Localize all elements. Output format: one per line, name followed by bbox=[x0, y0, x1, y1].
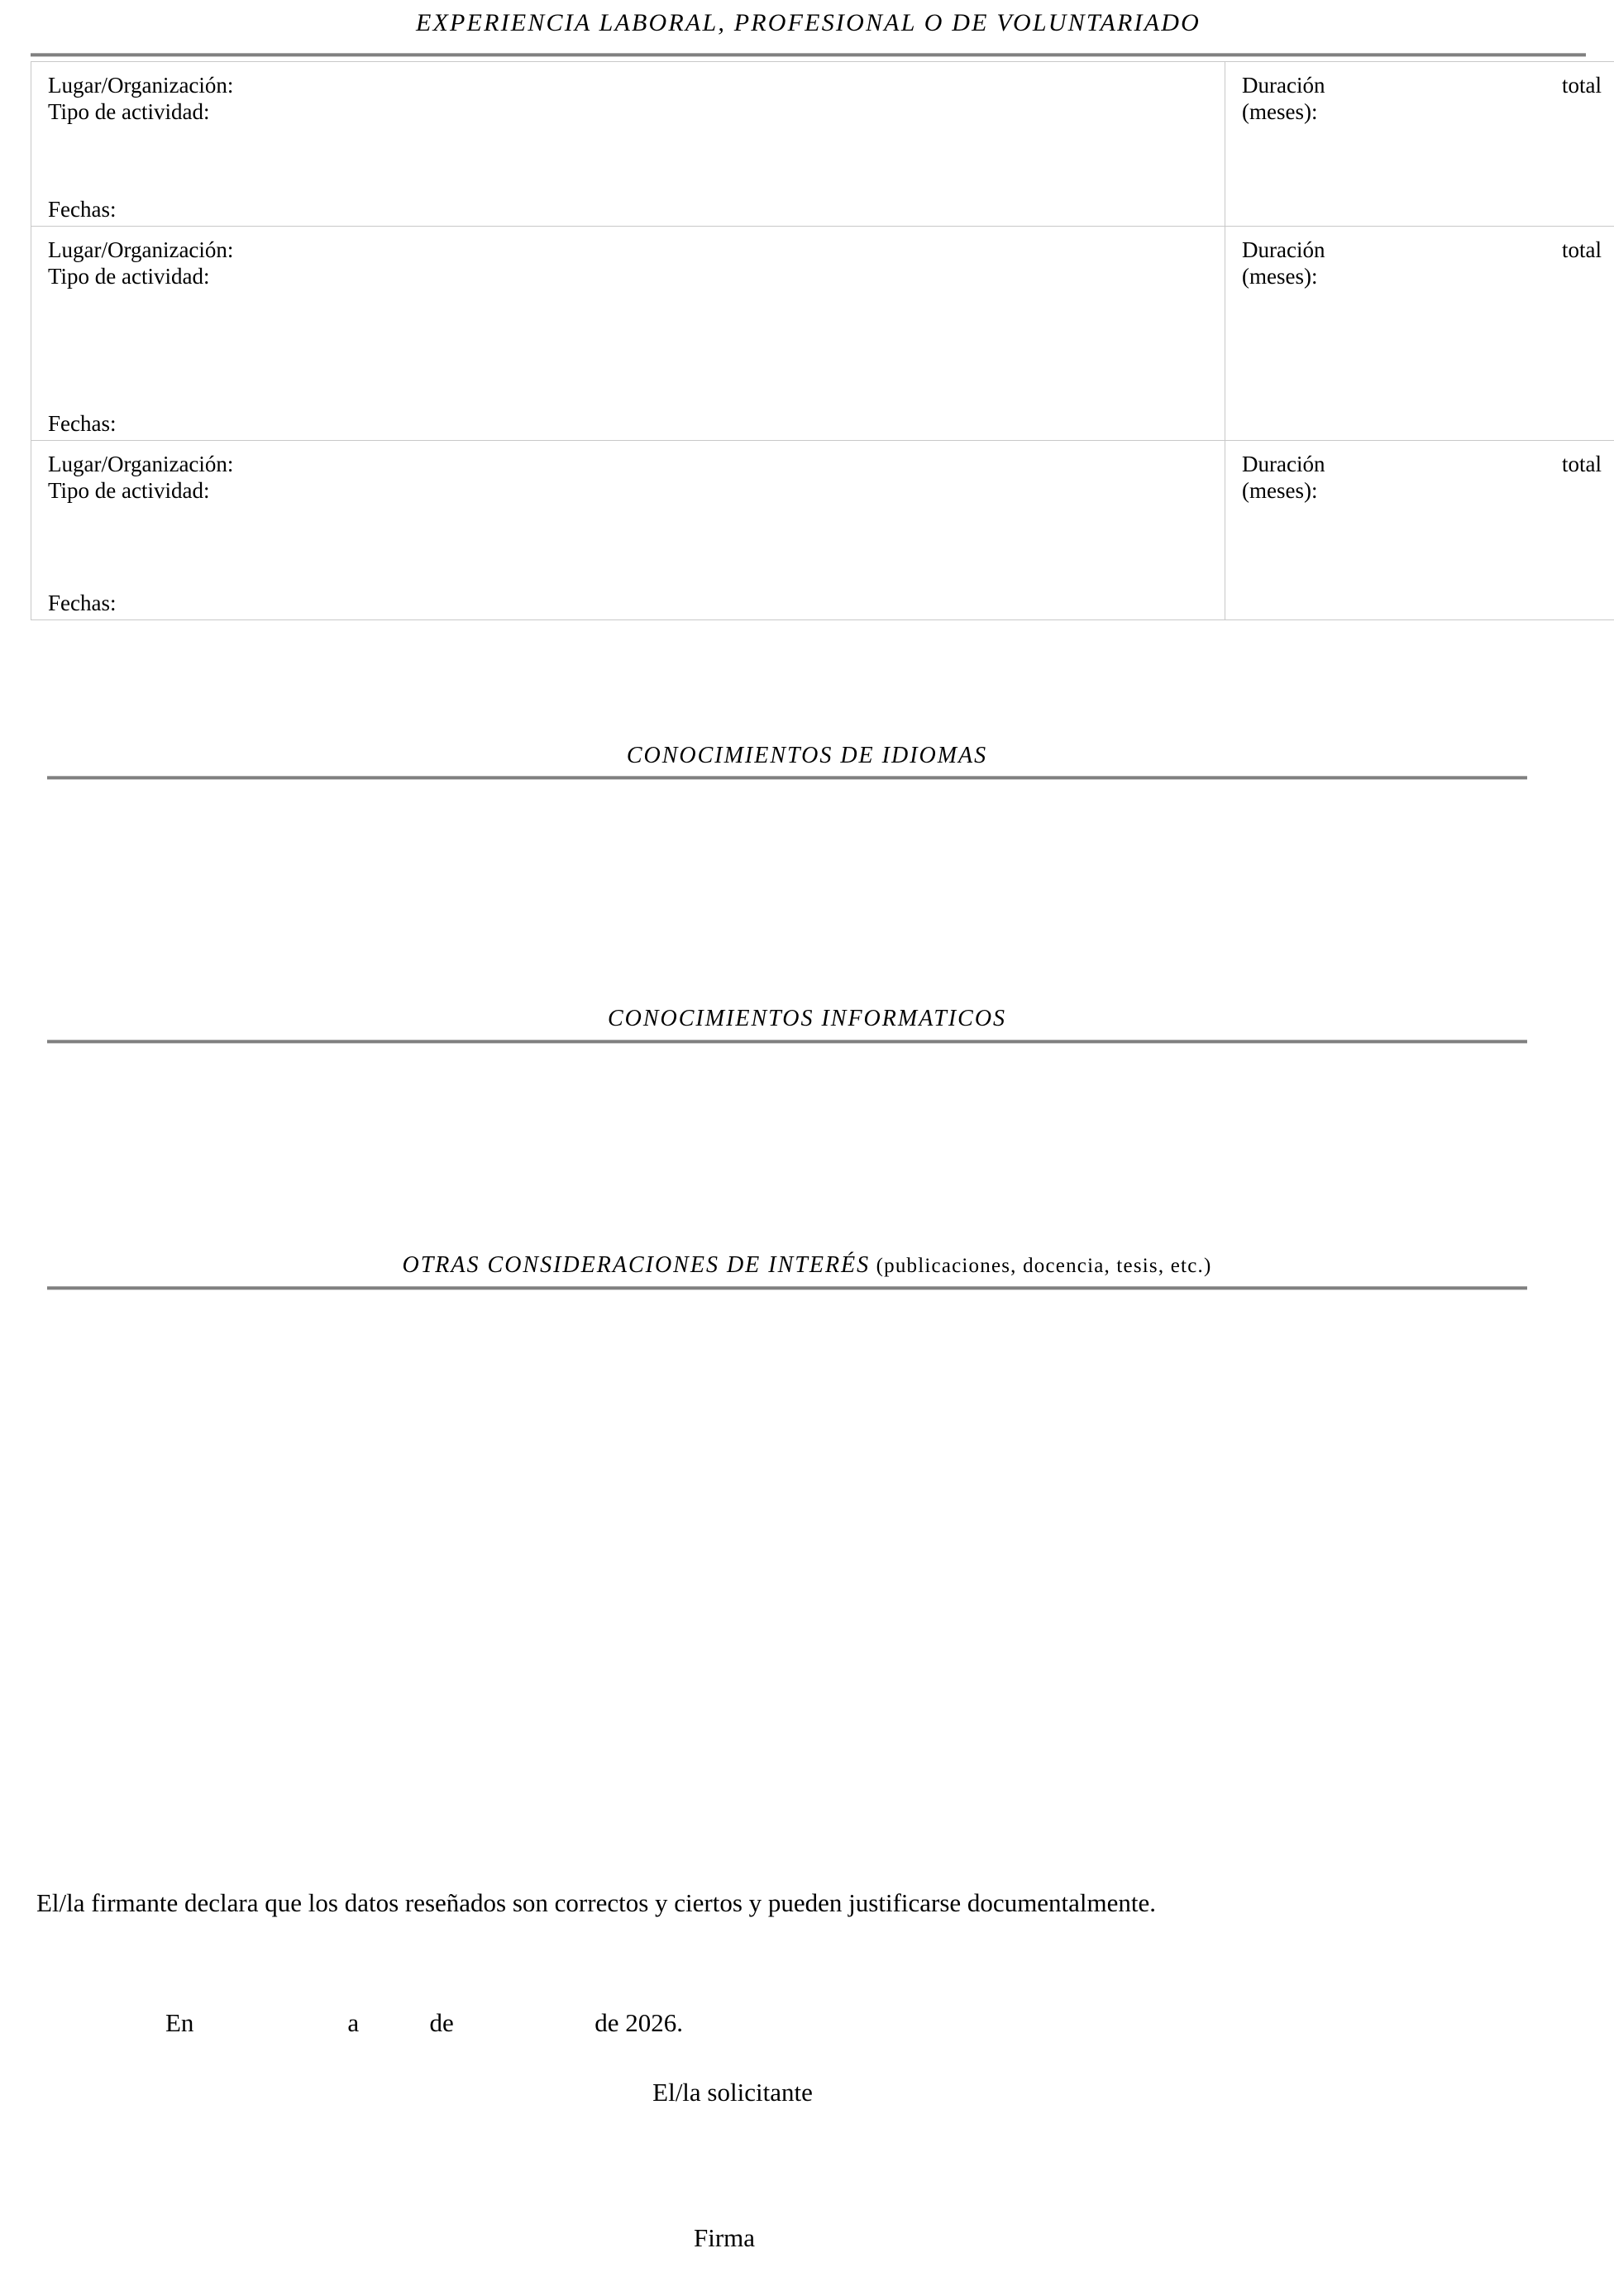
table-row bbox=[31, 227, 1614, 441]
duracion-word: Duración bbox=[1242, 452, 1325, 476]
experience-detail-cell[interactable] bbox=[31, 62, 1225, 227]
place-and-date-line[interactable]: En a de de 2026. bbox=[165, 2008, 683, 2037]
table-row bbox=[31, 62, 1614, 227]
fechas-label: Fechas: bbox=[48, 590, 117, 615]
section-otras bbox=[0, 1251, 1614, 1280]
experience-detail-cell[interactable] bbox=[31, 441, 1225, 620]
section-title-otras-main: OTRAS CONSIDERACIONES DE INTERÉS bbox=[402, 1252, 871, 1278]
experience-detail-cell[interactable] bbox=[31, 227, 1225, 441]
duracion-meses-label: (meses): bbox=[1242, 264, 1318, 289]
duracion-total-cell[interactable] bbox=[1225, 441, 1614, 620]
experience-table bbox=[31, 61, 1614, 620]
applicant-label-wrap bbox=[0, 2078, 1614, 2107]
page-title: EXPERIENCIA LABORAL, PROFESIONAL O DE VOLUNTARIADO bbox=[415, 9, 1201, 36]
lugar-organizacion-label: Lugar/Organización: bbox=[48, 452, 234, 476]
fechas-label: Fechas: bbox=[48, 196, 117, 222]
duracion-meses-label: (meses): bbox=[1242, 99, 1318, 125]
lugar-organizacion-label: Lugar/Organización: bbox=[48, 237, 234, 262]
duracion-total-cell[interactable] bbox=[1225, 62, 1614, 227]
signature-label: Firma bbox=[693, 2223, 756, 2252]
tipo-actividad-label: Tipo de actividad: bbox=[48, 264, 210, 289]
tipo-actividad-label: Tipo de actividad: bbox=[48, 478, 210, 504]
tipo-actividad-label: Tipo de actividad: bbox=[48, 99, 210, 125]
applicant-label: El/la solicitante bbox=[652, 2078, 813, 2107]
section-title-otras-subtitle: (publicaciones, docencia, tesis, etc.) bbox=[870, 1255, 1212, 1277]
duracion-word: Duración bbox=[1242, 237, 1325, 262]
section-divider-informaticos bbox=[47, 1040, 1527, 1044]
section-title-idiomas: CONOCIMIENTOS DE IDIOMAS bbox=[626, 743, 988, 768]
lugar-organizacion-label: Lugar/Organización: bbox=[48, 73, 234, 98]
section-title-informaticos: CONOCIMIENTOS INFORMATICOS bbox=[607, 1006, 1007, 1031]
duracion-total-cell[interactable] bbox=[1225, 227, 1614, 441]
declaration-text: El/la firmante declara que los datos reseñados son correctos y ciertos y pueden justificarse documentalmente. bbox=[36, 1888, 1157, 1917]
section-divider-idiomas bbox=[47, 776, 1527, 780]
section-idiomas bbox=[0, 742, 1614, 770]
duracion-meses-label: (meses): bbox=[1242, 478, 1318, 504]
total-word: total bbox=[1562, 237, 1602, 262]
fechas-label: Fechas: bbox=[48, 410, 117, 436]
total-word: total bbox=[1562, 452, 1602, 476]
total-word: total bbox=[1562, 73, 1602, 98]
section-title-otras bbox=[0, 1251, 1614, 1280]
section-divider-otras bbox=[47, 1286, 1527, 1290]
title-divider bbox=[31, 53, 1586, 57]
signature-label-wrap bbox=[0, 2223, 1614, 2253]
table-row bbox=[31, 441, 1614, 620]
duracion-word: Duración bbox=[1242, 73, 1325, 98]
section-informaticos bbox=[0, 1005, 1614, 1033]
